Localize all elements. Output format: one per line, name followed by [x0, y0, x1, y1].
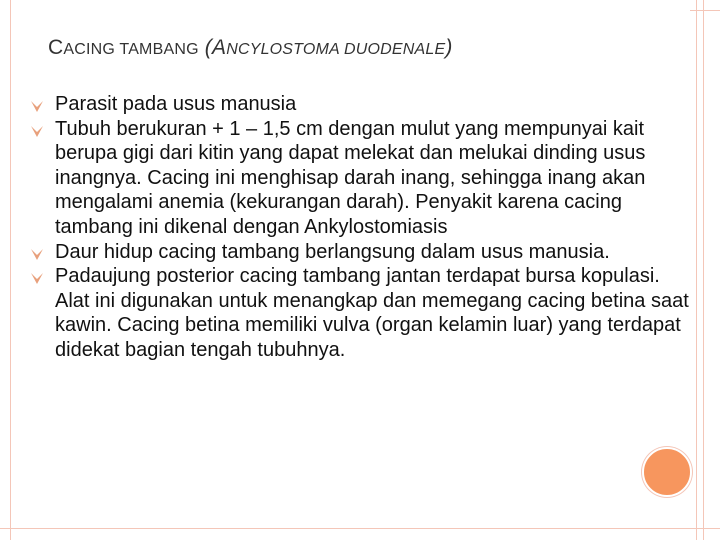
title-paren-close: ) [445, 36, 453, 59]
checkmark-arrow-icon [30, 124, 44, 138]
bullet-list [30, 92, 692, 363]
checkmark-arrow-icon [30, 99, 44, 113]
bullet-item [30, 92, 692, 117]
title-word-ancylostoma: NCYLOSTOMA DUODENALE [226, 41, 446, 58]
title-initial-a: A [211, 36, 227, 59]
bullet-text: Parasit pada usus manusia [55, 93, 297, 115]
bullet-text: Tubuh berukuran + 1 – 1,5 cm dengan mulut yang mempunyai kait berupa gigi dari kitin yang dapat melekat dan melukai dinding usus inangnya. Cacing ini menghisap darah inang, sehingga inang akan mengalami anemia (kekurangan darah). Penyakit karena cacing tambang ini dikenal dengan Ankylostomiasis [55, 117, 646, 238]
checkmark-arrow-icon [30, 271, 44, 285]
frame-left-line [10, 0, 11, 540]
frame-right-line-inner [696, 0, 697, 540]
slide-title [48, 36, 648, 60]
bullet-item [30, 117, 692, 240]
bullet-text: Daur hidup cacing tambang berlangsung dalam usus manusia. [55, 240, 610, 263]
title-initial-c: C [48, 36, 64, 59]
orange-circle-decoration [642, 447, 692, 497]
checkmark-arrow-icon [30, 247, 44, 261]
frame-bottom-line [0, 528, 720, 529]
frame-top-line [690, 10, 720, 11]
title-word-cacing-tambang: ACING TAMBANG [63, 41, 199, 58]
bullet-item [30, 264, 692, 362]
bullet-item [30, 240, 692, 265]
bullet-text: Padaujung posterior cacing tambang jantan terdapat bursa kopulasi. Alat ini digunakan untuk menangkap dan memegang cacing betina saat kawin. Cacing betina memiliki vulva (organ kelamin luar) yang terdapat didekat bagian tengah tubuhnya. [55, 265, 689, 361]
frame-right-line-outer [703, 0, 704, 540]
title-paren-open: ( [198, 36, 212, 59]
